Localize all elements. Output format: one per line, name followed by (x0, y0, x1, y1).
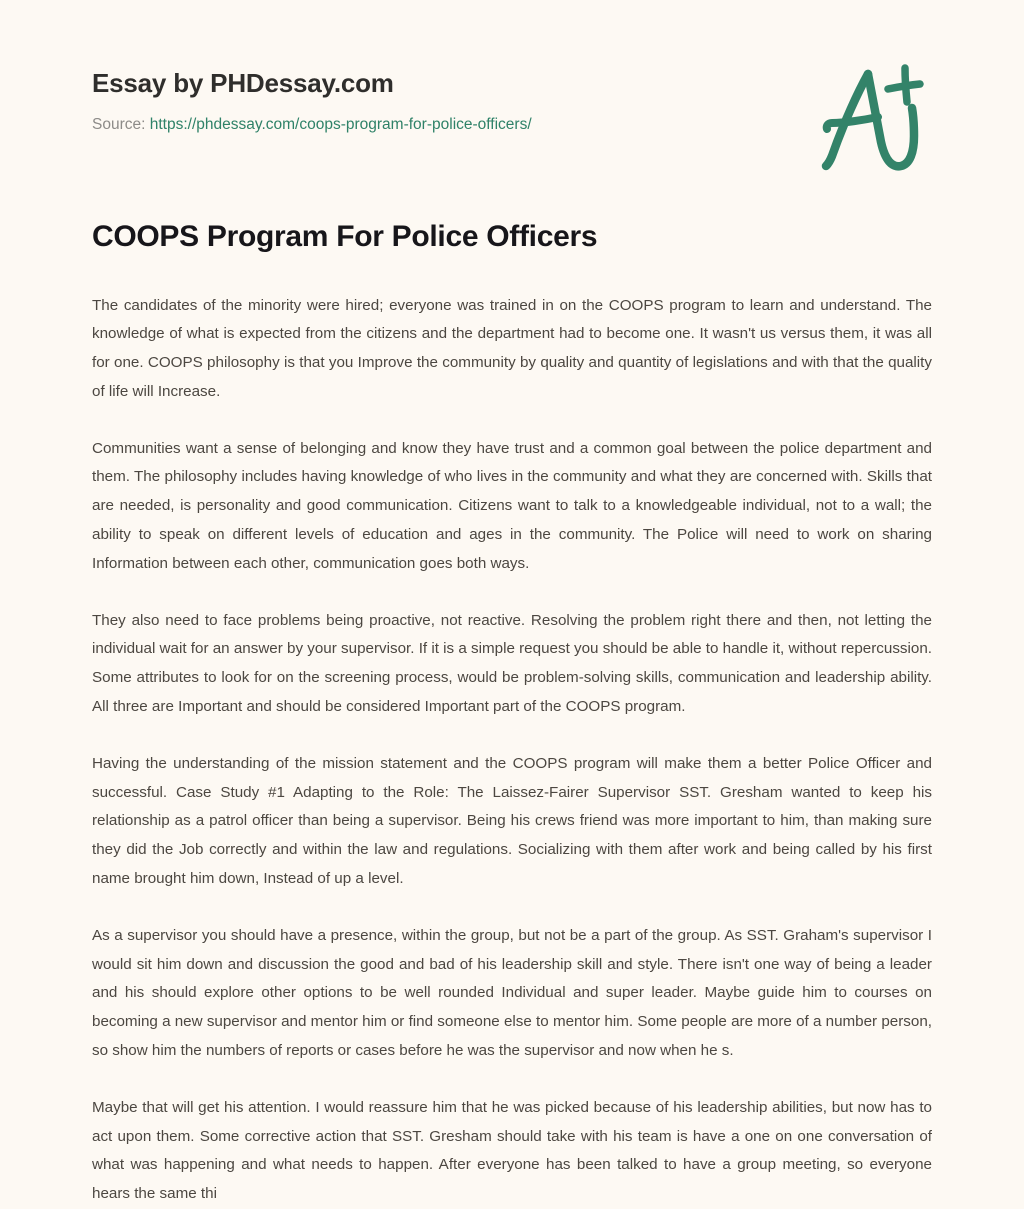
a-plus-logo-icon (806, 60, 934, 176)
page-header (0, 0, 1024, 190)
paragraph: The candidates of the minority were hired; everyone was trained in on the COOPS program to learn and understand. The knowledge of what is expected from the citizens and the department had to become one. It wasn't us versus them, it was all for one. COOPS philosophy is that you Improve the community by quality and quantity of legislations and with that the quality of life will Increase. (92, 292, 932, 407)
page-title: COOPS Program For Police Officers (92, 218, 932, 256)
paragraph: Having the understanding of the mission statement and the COOPS program will make them a better Police Officer and successful. Case Study #1 Adapting to the Role: The Laissez-Fairer Supervisor SST. Gresham wanted to keep his relationship as a patrol officer than being a supervisor. Being his crews friend was more important to him, than making sure they did the Job correctly and within the law and regulations. Socializing with them after work and being called by his first name brought him down, Instead of up a level. (92, 750, 932, 894)
brand-title: Essay by PHDessay.com (92, 68, 792, 99)
brand-block (92, 68, 792, 135)
source-label: Source: (92, 116, 145, 133)
article (92, 218, 932, 1209)
article-body (92, 292, 932, 1209)
paragraph: Communities want a sense of belonging and know they have trust and a common goal between the police department and them. The philosophy includes having knowledge of who lives in the community and what they are concerned with. Skills that are needed, is personality and good communication. Citizens want to talk to a knowledgeable individual, not to a wall; the ability to speak on different levels of education and ages in the community. The Police will need to work on sharing Information between each other, communication goes both ways. (92, 435, 932, 579)
paragraph: They also need to face problems being proactive, not reactive. Resolving the problem right there and then, not letting the individual wait for an answer by your supervisor. If it is a simple request you should be able to handle it, without repercussion. Some attributes to look for on the screening process, would be problem-solving skills, communication and leadership ability. All three are Important and should be considered Important part of the COOPS program. (92, 607, 932, 722)
paragraph: Maybe that will get his attention. I would reassure him that he was picked because of his leadership abilities, but now has to act upon them. Some corrective action that SST. Gresham should take with his team is have a one on one conversation of what was happening and what needs to happen. After everyone has been talked to have a group meeting, so everyone hears the same thi (92, 1094, 932, 1209)
source-line (92, 115, 792, 135)
paragraph: As a supervisor you should have a presence, within the group, but not be a part of the group. As SST. Graham's supervisor I would sit him down and discussion the good and bad of his leadership skill and style. There isn't one way of being a leader and his should explore other options to be well rounded Individual and super leader. Maybe guide him to courses on becoming a new supervisor and mentor him or find someone else to mentor him. Some people are more of a number person, so show him the numbers of reports or cases before he was the supervisor and now when he s. (92, 922, 932, 1066)
source-url-link[interactable]: https://phdessay.com/coops-program-for-police-officers/ (150, 116, 532, 133)
a-plus-logo[interactable] (806, 60, 934, 176)
